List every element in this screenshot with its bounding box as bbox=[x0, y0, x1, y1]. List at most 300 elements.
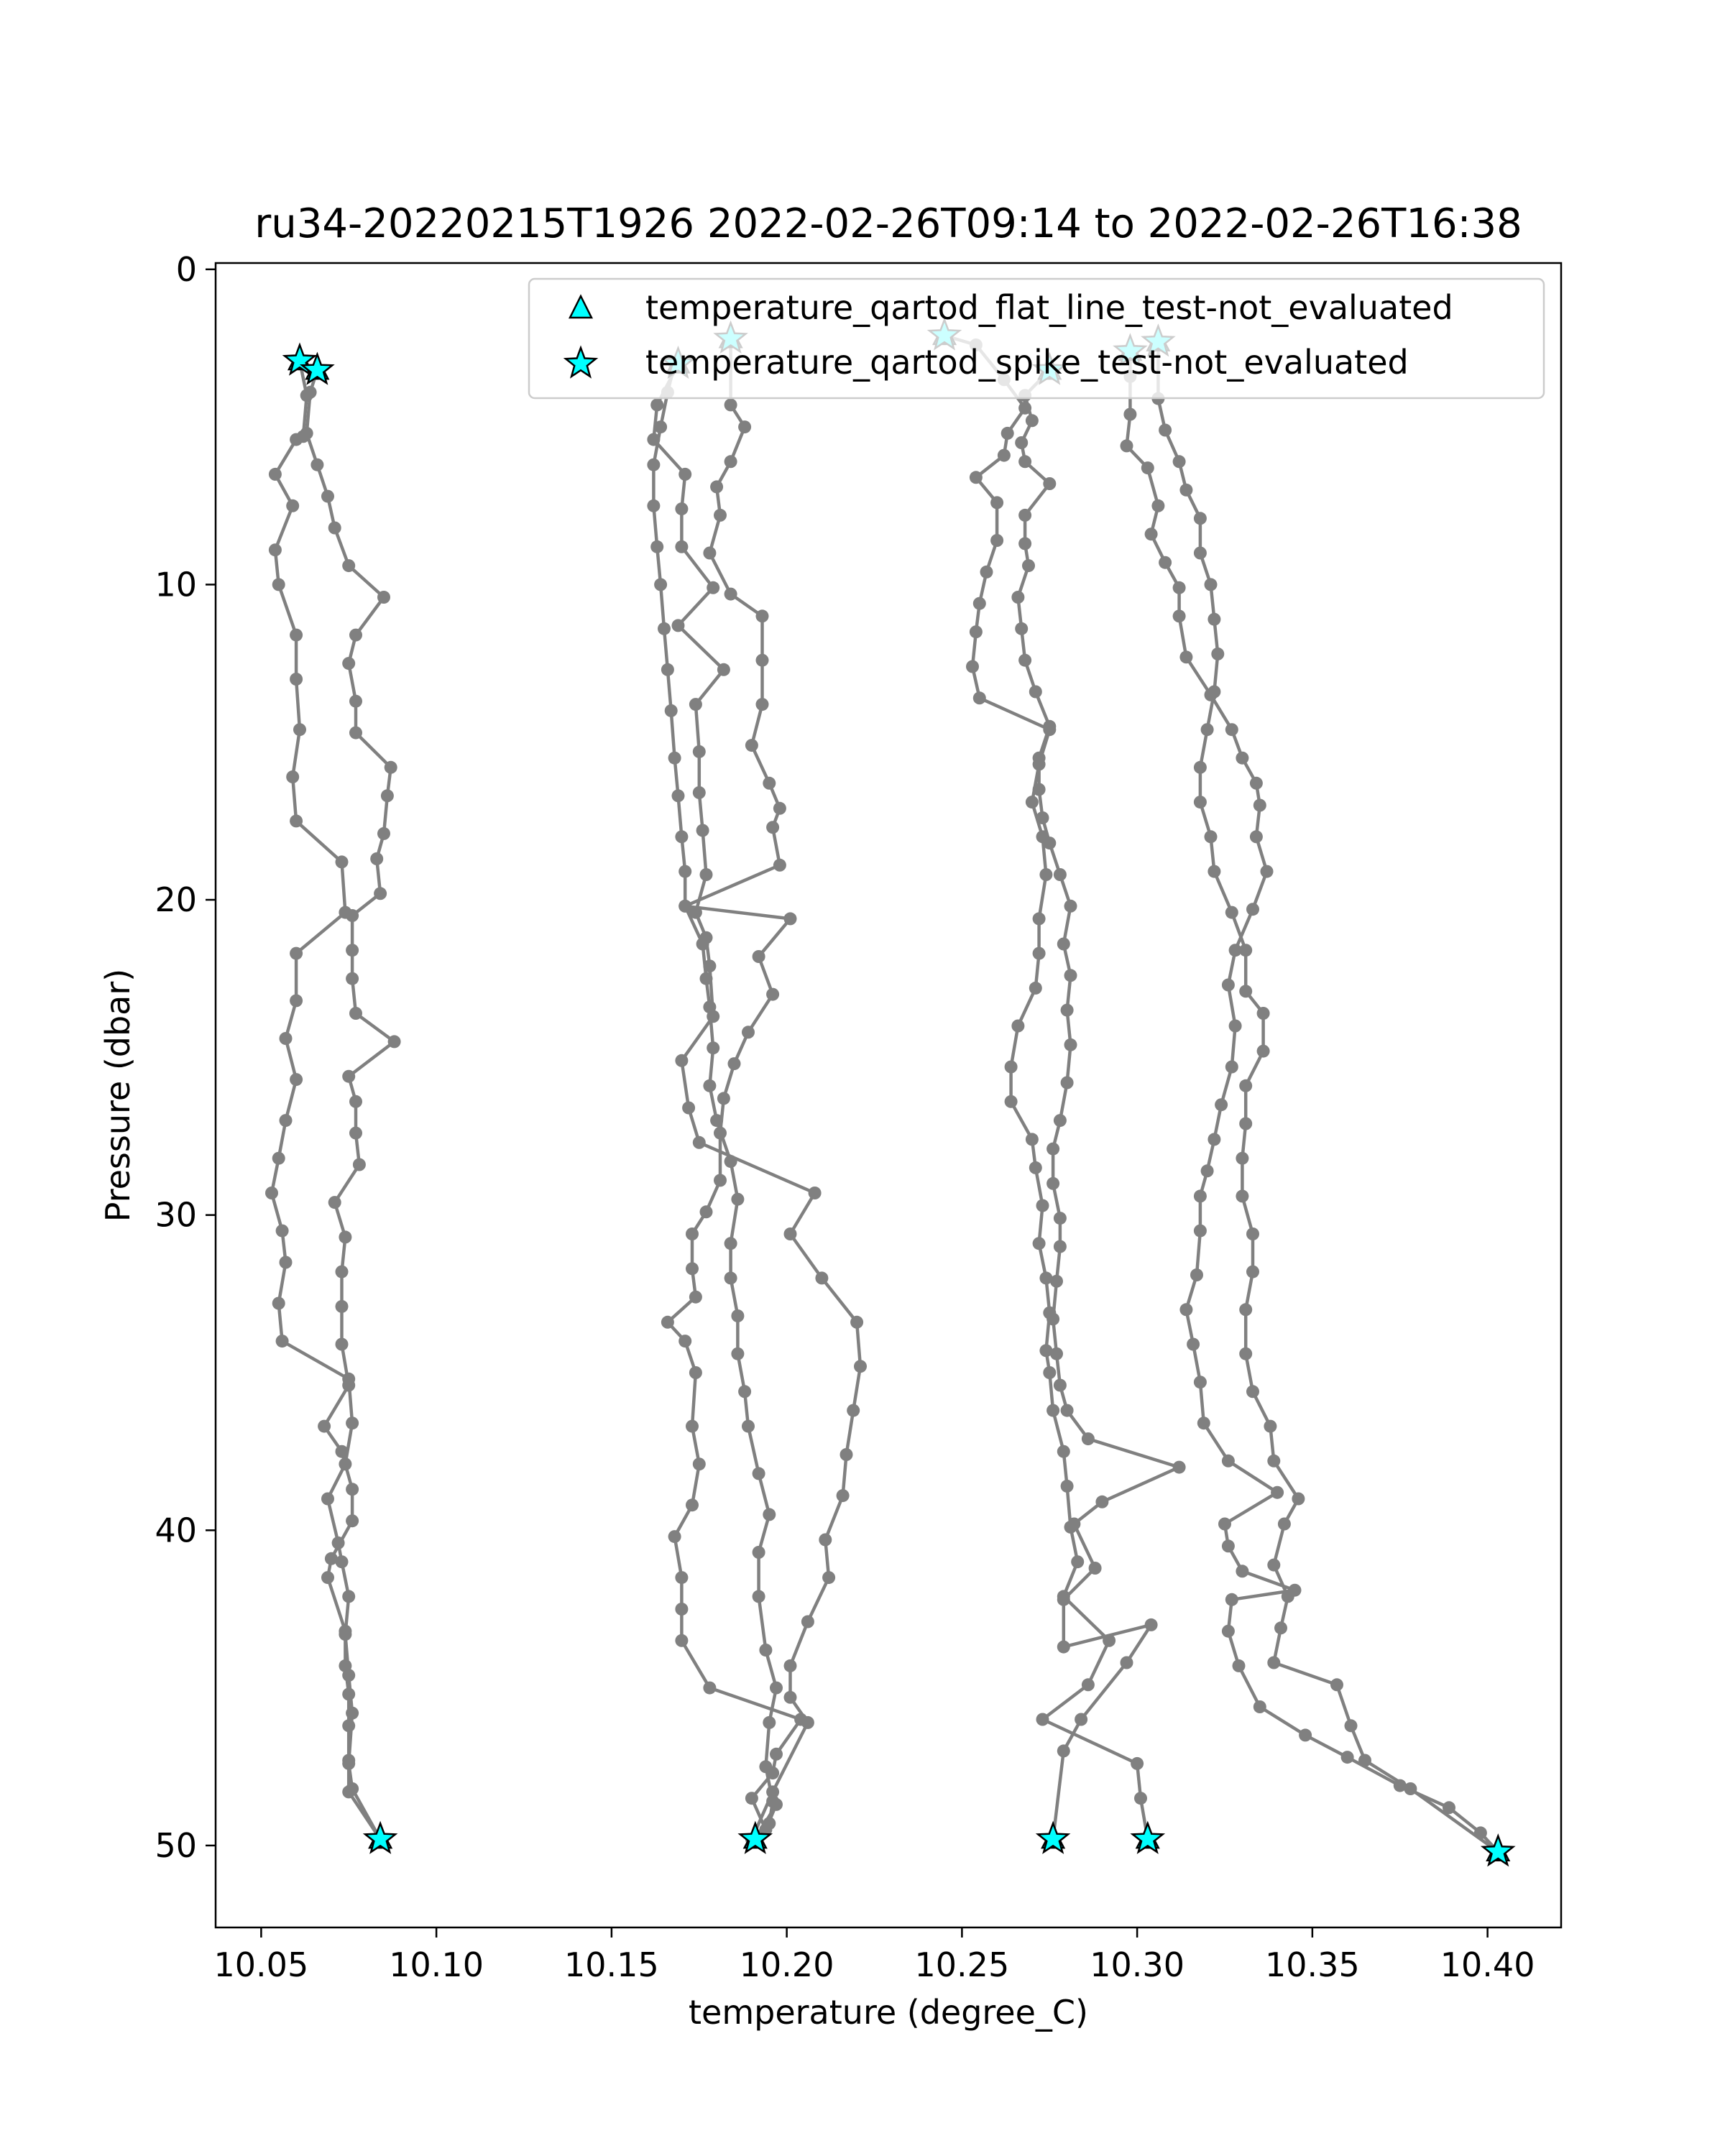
profile-point bbox=[847, 1404, 860, 1417]
profile-point bbox=[349, 1127, 362, 1140]
profile-point bbox=[1005, 1095, 1018, 1108]
profile-point bbox=[794, 1713, 807, 1726]
profile-point bbox=[318, 1420, 331, 1433]
profile-point bbox=[822, 1571, 835, 1584]
profile-point bbox=[738, 420, 751, 433]
profile-point bbox=[1071, 1555, 1084, 1568]
profile-point bbox=[1194, 547, 1207, 560]
profile-point bbox=[1061, 1404, 1074, 1417]
profile-point bbox=[703, 1079, 716, 1092]
profile-point bbox=[759, 1760, 772, 1773]
profile-point bbox=[1330, 1678, 1343, 1691]
profile-point bbox=[304, 386, 317, 399]
profile-point bbox=[1236, 1189, 1248, 1202]
profile-point bbox=[1201, 1164, 1214, 1177]
profile-point bbox=[1145, 1618, 1158, 1631]
profile-point bbox=[321, 1571, 334, 1584]
profile-point bbox=[1061, 1004, 1074, 1017]
profile-point bbox=[1050, 1275, 1063, 1288]
profile-point bbox=[342, 559, 355, 572]
profile-point bbox=[668, 752, 681, 765]
profile-point bbox=[714, 509, 727, 522]
profile-point bbox=[689, 1366, 702, 1379]
profile-point bbox=[1208, 1133, 1220, 1146]
profile-point bbox=[703, 1000, 716, 1013]
profile-point bbox=[770, 1748, 783, 1761]
profile-point bbox=[1194, 512, 1207, 525]
profile-point bbox=[1271, 1486, 1284, 1499]
profile-point bbox=[346, 1483, 359, 1496]
profile-point bbox=[1267, 1559, 1280, 1572]
y-tick-label: 40 bbox=[155, 1511, 197, 1550]
profile-point bbox=[678, 865, 691, 878]
profile-point bbox=[693, 786, 706, 799]
profile-point bbox=[1222, 1539, 1235, 1552]
profile-point bbox=[809, 1187, 822, 1199]
profile-point bbox=[336, 1338, 349, 1351]
profile-point bbox=[1229, 1020, 1242, 1033]
profile-point bbox=[661, 663, 674, 676]
profile-point bbox=[1033, 947, 1046, 960]
profile-point bbox=[1250, 777, 1263, 790]
profile-point bbox=[675, 540, 688, 553]
profile-point bbox=[675, 502, 688, 515]
profile-point bbox=[377, 827, 390, 840]
chart-title: ru34-20220215T1926 2022-02-26T09:14 to 2022-02-26T16:38 bbox=[254, 201, 1522, 247]
profile-point bbox=[269, 543, 282, 556]
profile-point bbox=[1225, 906, 1238, 919]
profile-point bbox=[328, 1196, 341, 1209]
profile-point bbox=[686, 1227, 699, 1240]
profile-point bbox=[763, 1817, 776, 1830]
profile-point bbox=[342, 1719, 355, 1732]
profile-point bbox=[784, 912, 797, 925]
x-tick-label: 10.05 bbox=[213, 1945, 309, 1984]
profile-point bbox=[1254, 1700, 1266, 1713]
profile-point bbox=[1225, 1593, 1238, 1606]
profile-point bbox=[1036, 1713, 1049, 1726]
profile-point bbox=[1018, 537, 1031, 550]
y-tick-label: 50 bbox=[155, 1825, 197, 1865]
profile-point bbox=[850, 1316, 863, 1329]
profile-point bbox=[696, 824, 709, 837]
profile-point bbox=[693, 745, 706, 758]
profile-point bbox=[766, 1795, 779, 1808]
legend-label-flat-line: temperature_qartod_flat_line_test-not_evaluated bbox=[645, 288, 1453, 327]
profile-point bbox=[388, 1035, 401, 1048]
profile-point bbox=[700, 1205, 713, 1218]
profile-point bbox=[753, 1590, 765, 1603]
profile-point bbox=[1131, 1757, 1144, 1770]
profile-point bbox=[753, 950, 765, 963]
profile-point bbox=[773, 859, 786, 872]
profile-point bbox=[1239, 944, 1252, 957]
profile-point bbox=[1236, 1152, 1248, 1165]
profile-point bbox=[1036, 811, 1049, 824]
profile-point bbox=[349, 629, 362, 642]
profile-point bbox=[1043, 837, 1056, 849]
profile-point bbox=[717, 663, 730, 676]
profile-point bbox=[1082, 1432, 1095, 1445]
profile-point bbox=[1054, 868, 1067, 881]
profile-point bbox=[773, 802, 786, 815]
profile-point bbox=[1036, 1199, 1049, 1212]
profile-point bbox=[770, 1682, 783, 1695]
profile-point bbox=[1067, 1518, 1080, 1531]
profile-point bbox=[339, 1625, 351, 1638]
profile-point bbox=[1039, 868, 1052, 881]
x-axis-label: temperature (degree_C) bbox=[689, 1993, 1088, 2032]
x-tick-label: 10.40 bbox=[1440, 1945, 1535, 1984]
profile-point bbox=[672, 789, 685, 802]
profile-point bbox=[1190, 1268, 1203, 1281]
profile-point bbox=[1121, 439, 1133, 452]
profile-point bbox=[269, 468, 282, 481]
profile-point bbox=[342, 657, 355, 670]
profile-point bbox=[346, 1514, 359, 1527]
profile-point bbox=[693, 1457, 706, 1470]
profile-point bbox=[784, 1659, 797, 1672]
profile-point bbox=[1046, 1312, 1059, 1325]
profile-point bbox=[966, 660, 979, 673]
profile-point bbox=[1026, 1133, 1039, 1146]
profile-point bbox=[339, 1659, 351, 1672]
profile-point bbox=[1029, 686, 1042, 699]
profile-point bbox=[325, 1552, 338, 1565]
profile-point bbox=[724, 1155, 737, 1168]
profile-point bbox=[1341, 1751, 1354, 1764]
profile-point bbox=[1134, 1792, 1147, 1805]
profile-point bbox=[272, 1152, 285, 1165]
profile-point bbox=[353, 1158, 366, 1171]
profile-point bbox=[689, 698, 702, 711]
profile-point bbox=[1205, 830, 1218, 843]
profile-point bbox=[381, 789, 394, 802]
profile-point bbox=[714, 1174, 727, 1187]
profile-point bbox=[784, 1691, 797, 1704]
profile-point bbox=[1208, 865, 1220, 878]
profile-point bbox=[658, 622, 671, 635]
profile-point bbox=[342, 1754, 355, 1767]
profile-point bbox=[300, 427, 313, 440]
profile-point bbox=[678, 1335, 691, 1348]
profile-point bbox=[1050, 1348, 1063, 1360]
profile-point bbox=[1054, 1379, 1067, 1392]
profile-point bbox=[650, 398, 663, 411]
profile-point bbox=[336, 855, 349, 868]
profile-point bbox=[1257, 1007, 1270, 1020]
profile-point bbox=[682, 1102, 695, 1115]
profile-point bbox=[1194, 796, 1207, 808]
profile-point bbox=[1264, 1420, 1276, 1433]
profile-point bbox=[654, 420, 667, 433]
profile-point bbox=[1015, 436, 1028, 449]
profile-point bbox=[1043, 720, 1056, 733]
profile-point bbox=[321, 490, 334, 503]
profile-point bbox=[1299, 1728, 1312, 1741]
profile-point bbox=[1054, 1212, 1067, 1225]
profile-point bbox=[675, 830, 688, 843]
x-tick-label: 10.25 bbox=[914, 1945, 1010, 1984]
profile-point bbox=[336, 1266, 349, 1279]
profile-point bbox=[1179, 484, 1192, 497]
profile-point bbox=[759, 1644, 772, 1657]
profile-point bbox=[1064, 900, 1077, 913]
profile-point bbox=[766, 988, 779, 1001]
profile-point bbox=[1011, 591, 1024, 604]
profile-point bbox=[346, 909, 359, 922]
profile-point bbox=[1159, 556, 1172, 569]
profile-point bbox=[1057, 1641, 1070, 1654]
profile-point bbox=[678, 900, 691, 913]
profile-point bbox=[1173, 1461, 1186, 1474]
profile-point bbox=[1005, 1061, 1018, 1074]
profile-point bbox=[1194, 1189, 1207, 1202]
profile-point bbox=[1057, 1593, 1070, 1606]
profile-point bbox=[349, 1095, 362, 1108]
profile-point bbox=[1197, 1416, 1210, 1429]
profile-point bbox=[703, 547, 716, 560]
profile-point bbox=[766, 821, 779, 834]
legend-label-spike: temperature_qartod_spike_test-not_evaluated bbox=[645, 343, 1409, 382]
profile-point bbox=[763, 1716, 776, 1729]
profile-point bbox=[970, 625, 983, 638]
profile-point bbox=[1018, 654, 1031, 667]
profile-point bbox=[290, 947, 303, 960]
profile-point bbox=[272, 1297, 285, 1310]
profile-point bbox=[1064, 969, 1077, 982]
profile-point bbox=[717, 1092, 730, 1105]
profile-point bbox=[310, 459, 323, 471]
profile-point bbox=[370, 852, 383, 865]
profile-point bbox=[339, 1230, 351, 1243]
profile-point bbox=[1057, 1445, 1070, 1458]
profile-point bbox=[990, 534, 1003, 547]
profile-point bbox=[1246, 1266, 1259, 1279]
profile-point bbox=[1239, 985, 1252, 998]
profile-point bbox=[346, 944, 359, 957]
profile-point bbox=[1254, 799, 1266, 812]
profile-point bbox=[1054, 1114, 1067, 1127]
profile-point bbox=[700, 972, 713, 985]
profile-point bbox=[650, 540, 663, 553]
profile-point bbox=[290, 814, 303, 827]
profile-point bbox=[1239, 1303, 1252, 1316]
profile-point bbox=[1239, 1079, 1252, 1092]
profile-point bbox=[1082, 1678, 1095, 1691]
profile-point bbox=[742, 1026, 755, 1038]
profile-point bbox=[973, 597, 986, 610]
profile-point bbox=[675, 1634, 688, 1647]
profile-point bbox=[349, 1007, 362, 1020]
profile-point bbox=[756, 654, 769, 667]
y-tick-label: 0 bbox=[175, 249, 197, 289]
profile-point bbox=[668, 1530, 681, 1543]
y-tick-label: 10 bbox=[155, 565, 197, 604]
profile-point bbox=[756, 609, 769, 622]
profile-point bbox=[342, 1590, 355, 1603]
profile-point bbox=[342, 1379, 355, 1392]
profile-point bbox=[1222, 979, 1235, 992]
profile-point bbox=[840, 1448, 853, 1461]
profile-point bbox=[675, 1571, 688, 1584]
profile-point bbox=[686, 1498, 699, 1511]
profile-point bbox=[1001, 427, 1014, 440]
profile-point bbox=[647, 499, 660, 512]
profile-point bbox=[1239, 1348, 1252, 1360]
profile-point bbox=[710, 480, 723, 493]
x-tick-label: 10.15 bbox=[564, 1945, 659, 1984]
profile-point bbox=[1061, 1077, 1074, 1089]
x-tick-label: 10.35 bbox=[1265, 1945, 1360, 1984]
profile-point bbox=[1015, 622, 1028, 635]
profile-point bbox=[686, 1262, 699, 1275]
profile-point bbox=[1278, 1518, 1291, 1531]
profile-point bbox=[1222, 1625, 1235, 1638]
profile-point bbox=[1089, 1562, 1102, 1575]
profile-point bbox=[1246, 1227, 1259, 1240]
profile-point bbox=[1236, 752, 1248, 765]
profile-point bbox=[1274, 1621, 1287, 1634]
profile-point bbox=[349, 727, 362, 740]
profile-point bbox=[1345, 1719, 1358, 1732]
profile-point bbox=[837, 1489, 850, 1502]
profile-point bbox=[1194, 761, 1207, 774]
profile-point bbox=[336, 1300, 349, 1313]
profile-point bbox=[1225, 723, 1238, 736]
profile-point bbox=[745, 739, 758, 752]
profile-point bbox=[1026, 796, 1039, 808]
profile-point bbox=[1205, 578, 1218, 591]
y-tick-label: 30 bbox=[155, 1195, 197, 1235]
profile-point bbox=[784, 1227, 797, 1240]
profile-point bbox=[731, 1348, 744, 1360]
profile-point bbox=[854, 1360, 867, 1373]
profile-point bbox=[1033, 912, 1046, 925]
profile-point bbox=[724, 398, 737, 411]
profile-point bbox=[321, 1493, 334, 1506]
profile-point bbox=[346, 972, 359, 985]
profile-point bbox=[342, 1785, 355, 1798]
profile-point bbox=[1246, 903, 1259, 916]
profile-point bbox=[675, 1603, 688, 1616]
profile-point bbox=[693, 1136, 706, 1149]
profile-point bbox=[1358, 1754, 1371, 1767]
profile-point bbox=[1246, 1385, 1259, 1398]
profile-point bbox=[1211, 648, 1224, 660]
profile-point bbox=[1046, 1143, 1059, 1156]
profile-point bbox=[374, 887, 387, 900]
profile-point bbox=[700, 868, 713, 881]
profile-point bbox=[1121, 1657, 1133, 1669]
profile-point bbox=[665, 704, 678, 717]
profile-point bbox=[724, 1271, 737, 1284]
profile-point bbox=[1033, 783, 1046, 796]
profile-point bbox=[675, 1054, 688, 1067]
profile-point bbox=[1257, 1045, 1270, 1058]
profile-point bbox=[286, 499, 299, 512]
profile-point bbox=[1123, 408, 1136, 421]
profile-point bbox=[731, 1193, 744, 1206]
profile-point bbox=[286, 770, 299, 783]
profile-point bbox=[280, 1114, 293, 1127]
profile-point bbox=[763, 1508, 776, 1521]
y-tick-label: 20 bbox=[155, 880, 197, 920]
profile-point bbox=[1075, 1713, 1087, 1726]
profile-point bbox=[272, 578, 285, 591]
profile-point bbox=[753, 1546, 765, 1559]
profile-point bbox=[293, 723, 306, 736]
x-tick-label: 10.30 bbox=[1090, 1945, 1184, 1984]
profile-point bbox=[1239, 1118, 1252, 1130]
profile-point bbox=[710, 1114, 723, 1127]
profile-point bbox=[280, 1032, 293, 1045]
profile-point bbox=[731, 1309, 744, 1322]
profile-point bbox=[742, 1420, 755, 1433]
profile-point bbox=[1095, 1496, 1108, 1508]
profile-point bbox=[980, 566, 993, 579]
profile-point bbox=[696, 938, 709, 951]
profile-point bbox=[290, 673, 303, 686]
profile-point bbox=[349, 695, 362, 708]
profile-point bbox=[377, 591, 390, 604]
profile-point bbox=[1218, 1518, 1231, 1531]
profile-point bbox=[1179, 650, 1192, 663]
profile-point bbox=[1261, 865, 1274, 878]
profile-point bbox=[1046, 1177, 1059, 1190]
profile-point bbox=[1173, 581, 1186, 594]
profile-point bbox=[1187, 1338, 1200, 1351]
profile-point bbox=[1292, 1493, 1305, 1506]
profile-point bbox=[745, 1792, 758, 1805]
profile-point bbox=[1179, 1303, 1192, 1316]
profile-point bbox=[1046, 1404, 1059, 1417]
profile-point bbox=[290, 1073, 303, 1086]
profile-point bbox=[1026, 414, 1039, 427]
profile-point bbox=[738, 1385, 751, 1398]
profile-point bbox=[1151, 499, 1164, 512]
profile-point bbox=[1033, 752, 1046, 765]
profile-point bbox=[342, 1070, 355, 1083]
profile-point bbox=[1236, 1565, 1248, 1577]
profile-point bbox=[1064, 1038, 1077, 1051]
profile-point bbox=[970, 471, 983, 484]
profile-point bbox=[1141, 461, 1154, 474]
profile-point bbox=[1145, 528, 1158, 540]
profile-point bbox=[815, 1271, 828, 1284]
profile-point bbox=[1033, 1237, 1046, 1250]
profile-point bbox=[654, 578, 667, 591]
profile-point bbox=[290, 629, 303, 642]
profile-point bbox=[336, 1445, 349, 1458]
profile-point bbox=[328, 522, 341, 535]
profile-point bbox=[686, 1420, 699, 1433]
profile-point bbox=[1250, 830, 1263, 843]
profile-point bbox=[1018, 509, 1031, 522]
x-tick-label: 10.10 bbox=[389, 1945, 484, 1984]
profile-point bbox=[1201, 723, 1214, 736]
profile-point bbox=[1282, 1590, 1294, 1603]
profile-point bbox=[1208, 613, 1220, 626]
profile-point bbox=[1267, 1455, 1280, 1468]
profile-point bbox=[1267, 1657, 1280, 1669]
profile-point bbox=[998, 449, 1011, 462]
profile-point bbox=[724, 588, 737, 601]
profile-point bbox=[724, 455, 737, 468]
profile-point bbox=[1173, 609, 1186, 622]
profile-point bbox=[1054, 1240, 1067, 1253]
profile-point bbox=[1043, 1366, 1056, 1379]
